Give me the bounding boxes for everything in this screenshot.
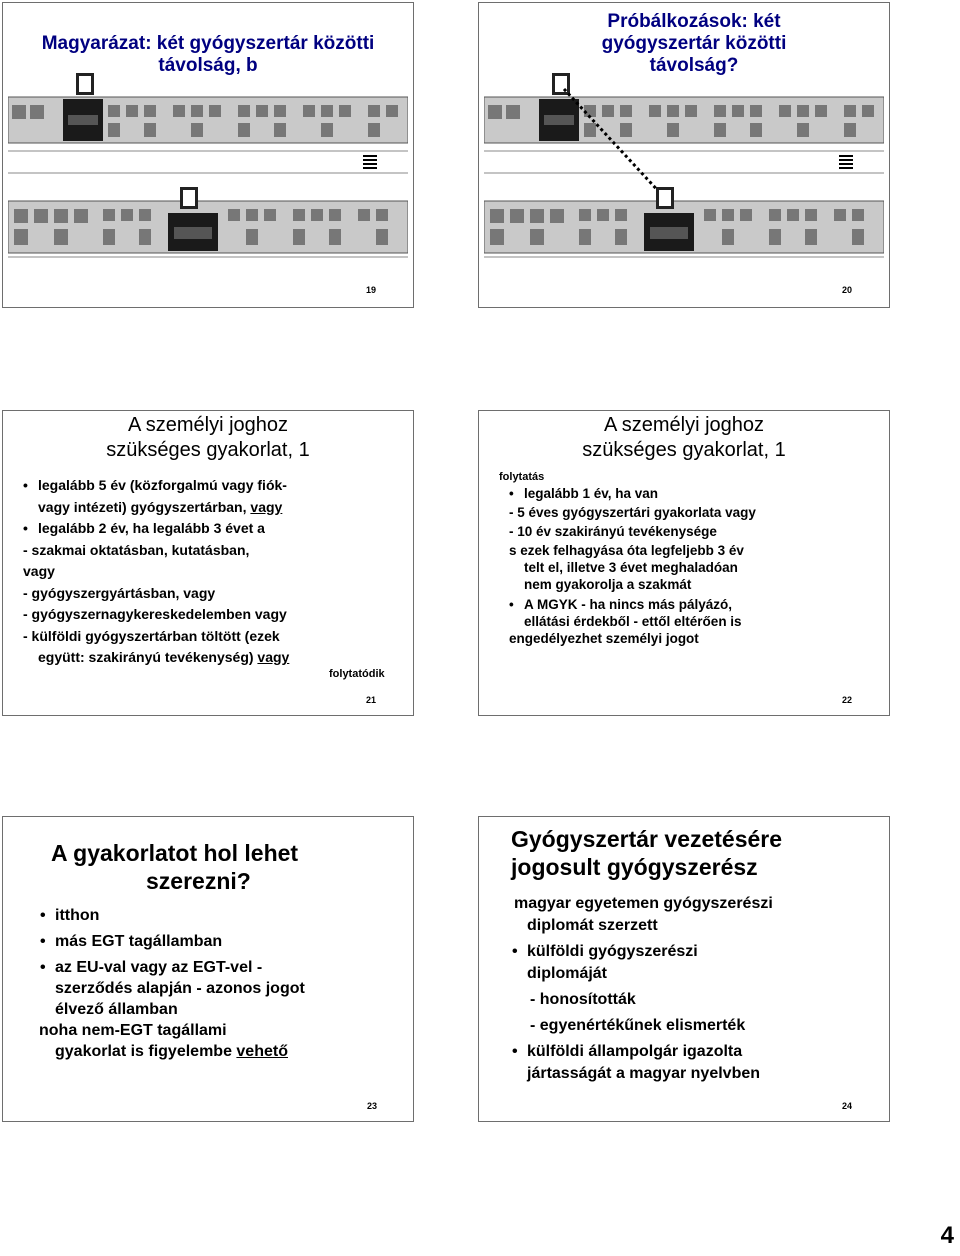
slide-22: [478, 410, 890, 716]
list-item: • legalább 2 év, ha legalább 3 évet a: [38, 518, 408, 540]
list-item: diplomáját: [527, 965, 608, 982]
list-item: ellátási érdekből - ettől eltérően is: [524, 614, 742, 629]
title-line-2: jogosult gyógyszerész: [511, 854, 758, 880]
street-scene-illustration: [484, 65, 884, 265]
list-item: együtt: szakirányú tevékenység) vagy: [38, 649, 290, 665]
list-item: • más EGT tagállamban: [55, 931, 405, 952]
list-item: telt el, illetve 3 évet meghaladóan: [524, 560, 738, 575]
page-number: 24: [842, 1101, 853, 1111]
continuation-note: folytatás: [499, 471, 545, 483]
title-line-1: Gyógyszertár vezetésére: [511, 826, 783, 852]
list-item: nem gyakorolja a szakmát: [524, 577, 692, 592]
list-item: s ezek felhagyása óta legfeljebb 3 év: [509, 543, 744, 558]
title-line-2: szerezni?: [146, 868, 251, 894]
list-item: • legalább 1 év, ha van: [524, 485, 884, 502]
sheet-page-number: 4: [940, 1222, 954, 1249]
page-number: 20: [842, 285, 853, 295]
list-item: - honosították: [530, 991, 636, 1008]
list-item: - szakmai oktatásban, kutatásban,: [23, 541, 250, 558]
title-line-1: A személyi joghoz: [603, 414, 765, 436]
bullet-list: [514, 893, 882, 1085]
list-item: szerződés alapján - azonos jogot: [55, 980, 305, 997]
slide-21: [2, 410, 414, 716]
page-number: 23: [367, 1101, 378, 1111]
slide-20: [478, 2, 890, 308]
list-item: • itthon: [55, 905, 405, 926]
list-item: - gyógyszernagykereskedelemben vagy: [23, 606, 287, 622]
slide-title: [511, 825, 782, 881]
list-item: • az EU-val vagy az EGT-vel -: [55, 957, 405, 978]
bullet-list: [509, 485, 884, 647]
list-item: engedélyezhet személyi jogot: [509, 631, 699, 646]
bullet-list: [23, 475, 408, 669]
title-line-2: szükséges gyakorlat, 1: [582, 439, 786, 461]
page-number: 22: [842, 695, 853, 705]
page-number: 21: [366, 695, 377, 705]
list-item: gyakorlat is figyelembe vehető: [55, 1043, 288, 1060]
slide-19: [2, 2, 414, 308]
slide-title: Próbálkozások: két gyógyszertár közötti távolság?: [601, 11, 787, 76]
continued-note: folytatódik: [329, 668, 385, 680]
title-line-1: A személyi joghoz: [127, 414, 289, 436]
list-item: - 5 éves gyógyszertári gyakorlata vagy: [509, 505, 756, 520]
slide-title: Magyarázat: két gyógyszertár közötti távolság, b: [41, 33, 375, 76]
street-scene-illustration: [8, 65, 408, 265]
list-item: • A MGYK - ha nincs más pályázó,: [524, 596, 884, 613]
list-item: vagy: [23, 563, 55, 579]
list-item: • külföldi állampolgár igazolta: [527, 1041, 882, 1063]
slide-title: [3, 413, 413, 463]
list-item: jártasságát a magyar nyelvben: [527, 1065, 761, 1082]
list-item: élvező államban: [55, 1001, 178, 1018]
slide-23: [2, 816, 414, 1122]
list-item: vagy intézeti) gyógyszertárban, vagy: [38, 498, 283, 515]
page-number: 19: [366, 285, 377, 295]
list-item: • legalább 5 év (közforgalmú vagy fiók-: [38, 475, 408, 497]
title-line-1: A gyakorlatot hol lehet: [51, 840, 299, 866]
slide-title: [3, 839, 413, 895]
title-line-2: szükséges gyakorlat, 1: [106, 439, 310, 461]
list-item: diplomát szerzett: [527, 917, 658, 934]
list-item: - külföldi gyógyszertárban töltött (ezek: [23, 627, 280, 644]
list-item: magyar egyetemen gyógyszerészi: [514, 895, 773, 912]
list-item: - 10 év szakirányú tevékenysége: [509, 524, 717, 539]
list-item: • külföldi gyógyszerészi: [527, 941, 882, 963]
bullet-list: [39, 905, 405, 1062]
list-item: - egyenértékűnek elismerték: [530, 1017, 746, 1034]
slide-title: [479, 413, 889, 463]
list-item: - gyógyszergyártásban, vagy: [23, 584, 216, 601]
list-item: noha nem-EGT tagállami: [39, 1022, 227, 1039]
slide-24: [478, 816, 890, 1122]
